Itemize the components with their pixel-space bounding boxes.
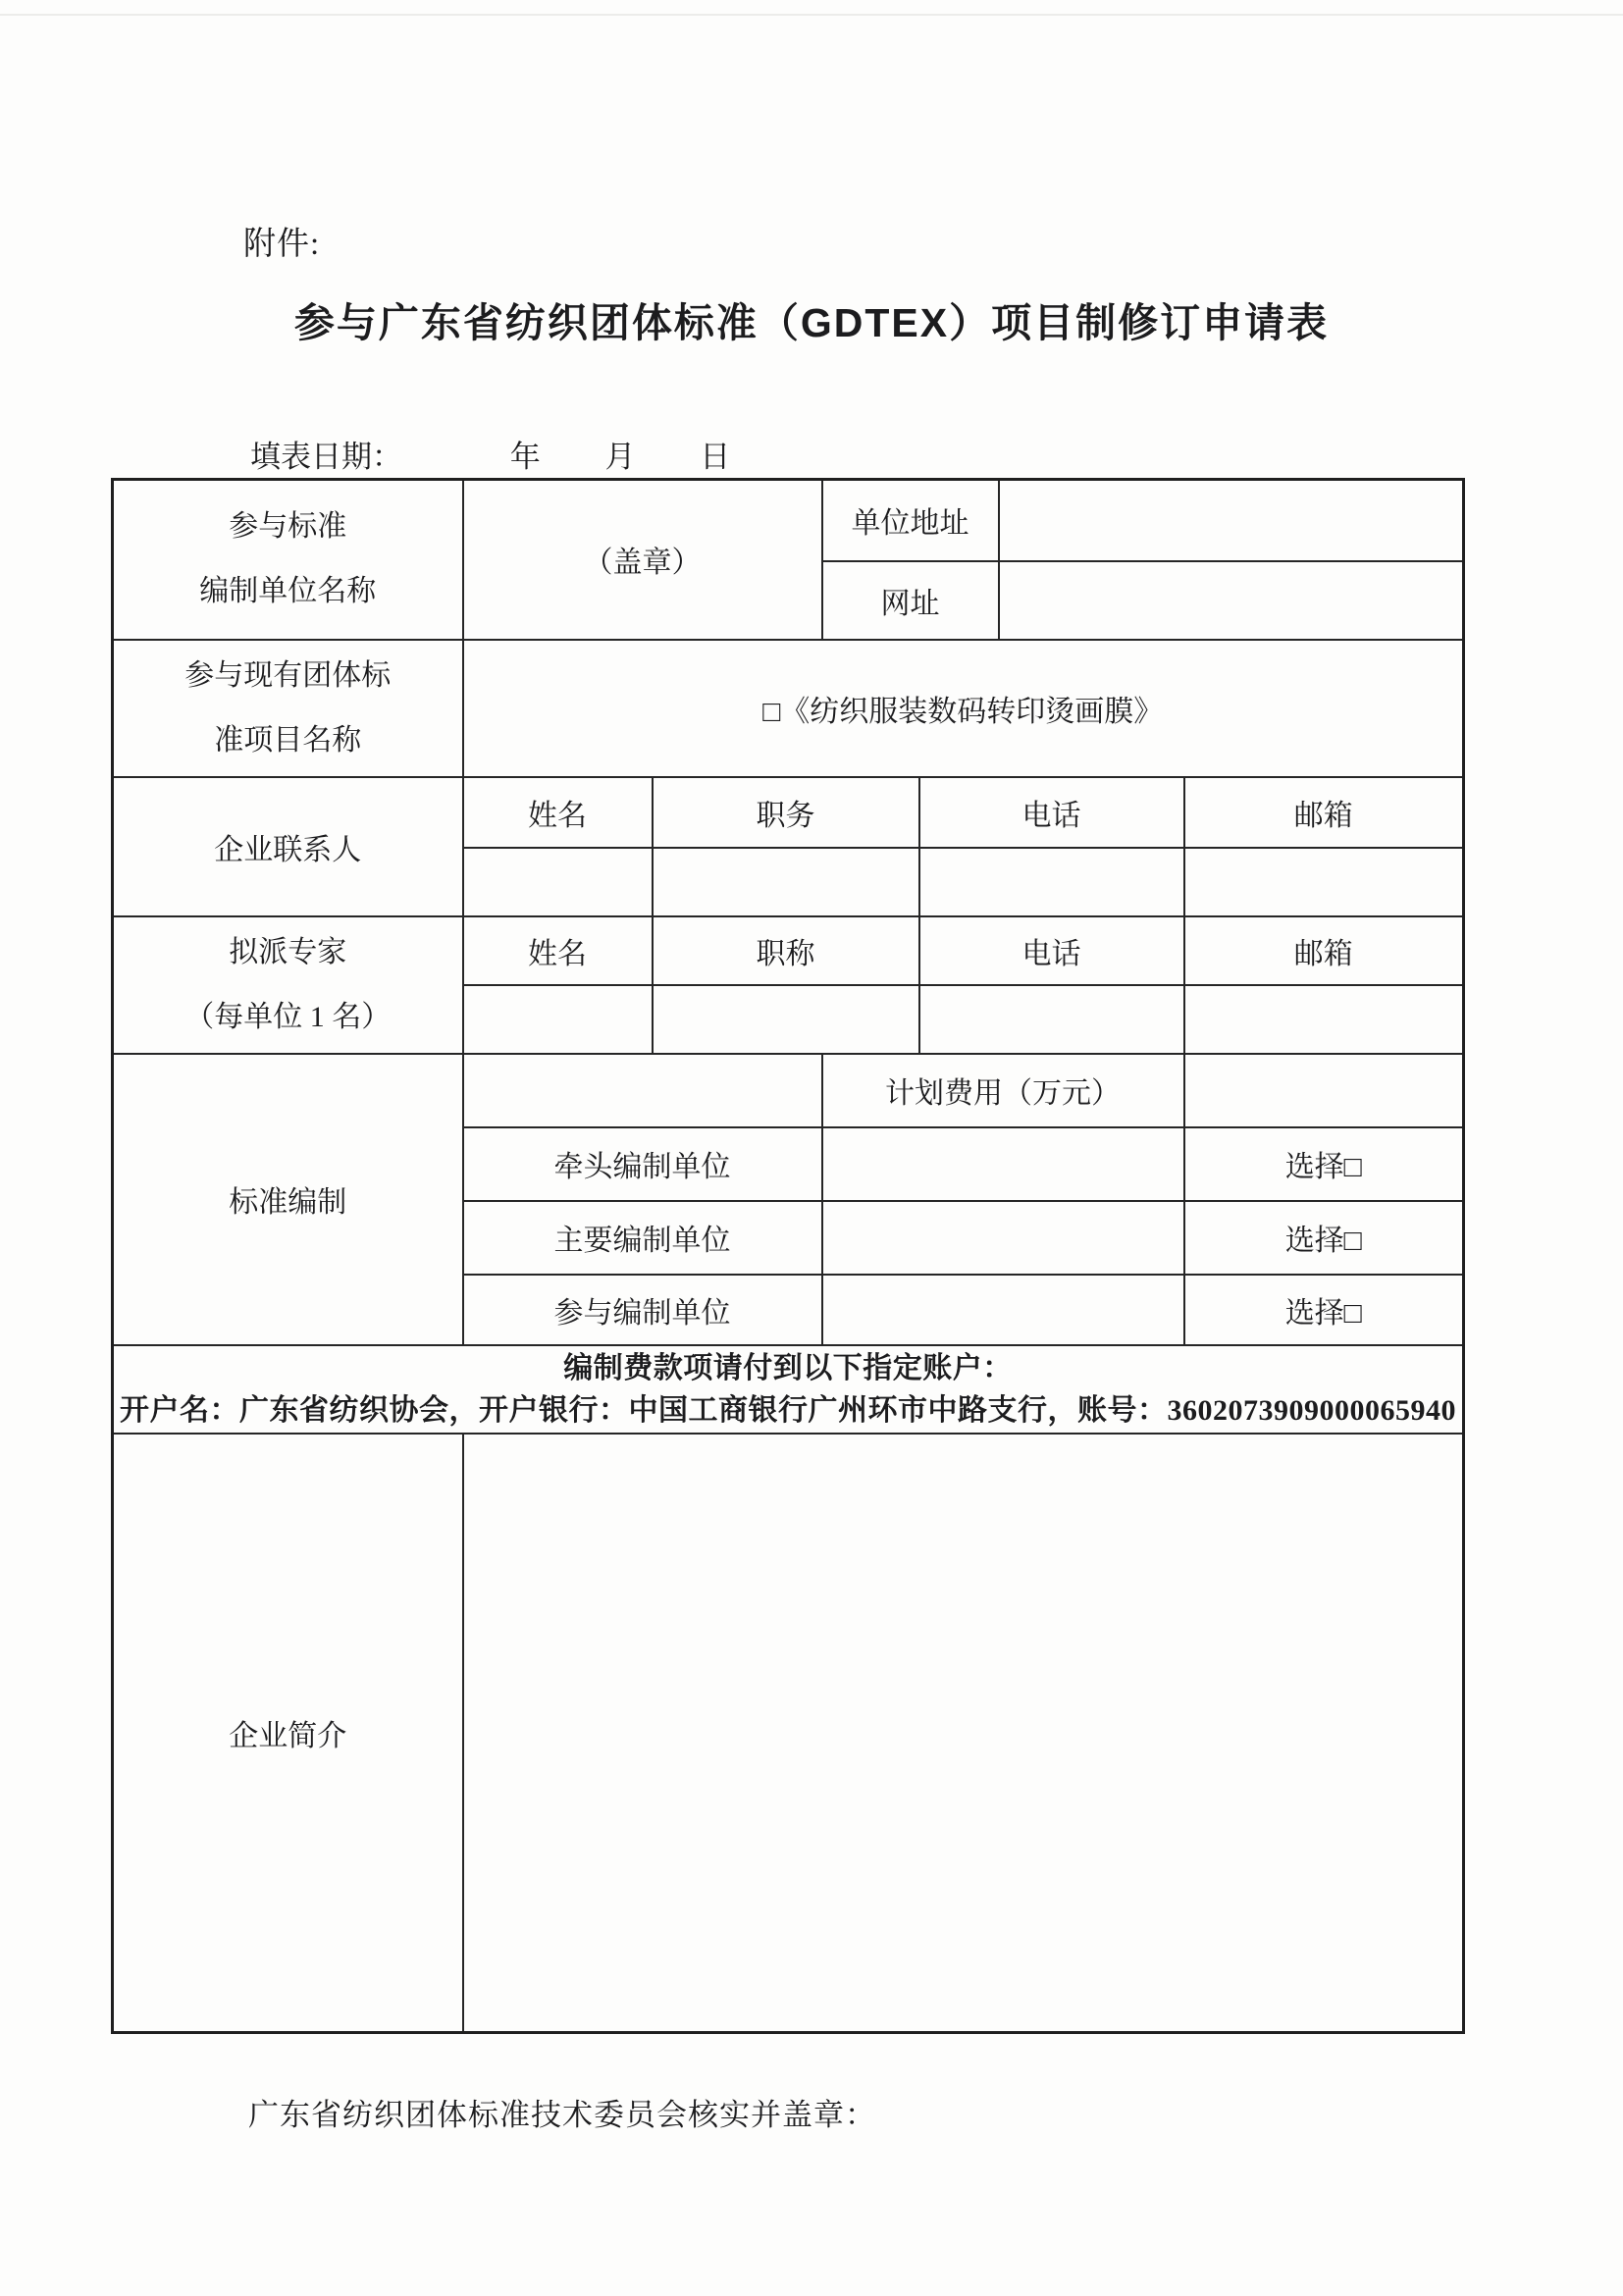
month-label: 月 [604, 440, 636, 474]
planned-fee-label-cell: 计划费用（万元） [822, 1054, 1184, 1127]
existing-standard-label-cell [113, 640, 463, 777]
contact-header-phone: 电话 [919, 777, 1184, 848]
main-drafter-value-cell[interactable] [822, 1201, 1184, 1275]
fill-date-line [250, 432, 730, 476]
contact-header-email: 邮箱 [1184, 777, 1464, 848]
year-label: 年 [509, 440, 541, 474]
address-label-cell: 单位地址 [822, 480, 999, 561]
unit-name-label-line1: 参与标准 [229, 510, 347, 544]
participating-drafter-select-checkbox[interactable]: 选择□ [1184, 1275, 1464, 1345]
unit-name-label-line2: 编制单位名称 [199, 575, 377, 608]
contact-phone-value-cell[interactable] [919, 848, 1184, 916]
lead-drafter-label-cell: 牵头编制单位 [463, 1127, 822, 1201]
scan-artifact-line [0, 14, 1623, 16]
day-label: 日 [700, 440, 731, 474]
standard-drafting-label-cell: 标准编制 [113, 1054, 463, 1345]
unit-name-label-cell [113, 480, 463, 640]
committee-verification-note: 广东省纺织团体标准技术委员会核实并盖章： [248, 2098, 876, 2132]
payment-account-cell [113, 1345, 1464, 1434]
existing-standard-label-line2: 准项目名称 [214, 723, 362, 757]
main-drafter-select-checkbox[interactable]: 选择□ [1184, 1201, 1464, 1275]
expert-phone-value-cell[interactable] [919, 985, 1184, 1054]
attachment-label: 附件: [243, 227, 321, 262]
company-profile-value-cell[interactable] [463, 1434, 1464, 2033]
contact-position-value-cell[interactable] [653, 848, 919, 916]
stamp-hint-label: （盖章） [583, 547, 702, 580]
stamp-cell[interactable] [463, 480, 822, 640]
expert-header-title: 职称 [653, 916, 919, 985]
participating-drafter-label-cell: 参与编制单位 [463, 1275, 822, 1345]
payment-instruction-line: 编制费款项请付到以下指定账户： [563, 1351, 1013, 1384]
expert-label-cell [113, 916, 463, 1054]
address-value-cell[interactable] [999, 480, 1464, 561]
expert-header-name: 姓名 [463, 916, 653, 985]
website-value-cell[interactable] [999, 561, 1464, 640]
expert-title-value-cell[interactable] [653, 985, 919, 1054]
lead-drafter-value-cell[interactable] [822, 1127, 1184, 1201]
contact-header-name: 姓名 [463, 777, 653, 848]
contact-email-value-cell[interactable] [1184, 848, 1464, 916]
fill-date-label: 填表日期： [250, 440, 402, 474]
expert-header-phone: 电话 [919, 916, 1184, 985]
website-label-cell: 网址 [822, 561, 999, 640]
participating-drafter-value-cell[interactable] [822, 1275, 1184, 1345]
application-form-table [111, 478, 1465, 2034]
existing-standard-label-line1: 参与现有团体标 [184, 658, 392, 692]
contact-name-value-cell[interactable] [463, 848, 653, 916]
payment-account-detail-line: 开户名：广东省纺织协会，开户银行：中国工商银行广州环市中路支行，账号：3602073909000065940 [120, 1393, 1456, 1427]
lead-drafter-select-checkbox[interactable]: 选择□ [1184, 1127, 1464, 1201]
contact-label-cell: 企业联系人 [113, 777, 463, 916]
main-drafter-label-cell: 主要编制单位 [463, 1201, 822, 1275]
existing-standard-checkbox-option[interactable]: □《纺织服装数码转印烫画膜》 [463, 640, 1464, 777]
contact-header-position: 职务 [653, 777, 919, 848]
expert-name-value-cell[interactable] [463, 985, 653, 1054]
expert-label-line2: （每单位 1 名） [184, 1000, 392, 1033]
standard-drafting-blank-cell [463, 1054, 822, 1127]
company-profile-label-cell: 企业简介 [113, 1434, 463, 2033]
expert-email-value-cell[interactable] [1184, 985, 1464, 1054]
expert-header-email: 邮箱 [1184, 916, 1464, 985]
page-title: 参与广东省纺织团体标准（GDTEX）项目制修订申请表 [293, 300, 1330, 345]
planned-fee-value-cell[interactable] [1184, 1054, 1464, 1127]
expert-label-line1: 拟派专家 [229, 935, 347, 968]
